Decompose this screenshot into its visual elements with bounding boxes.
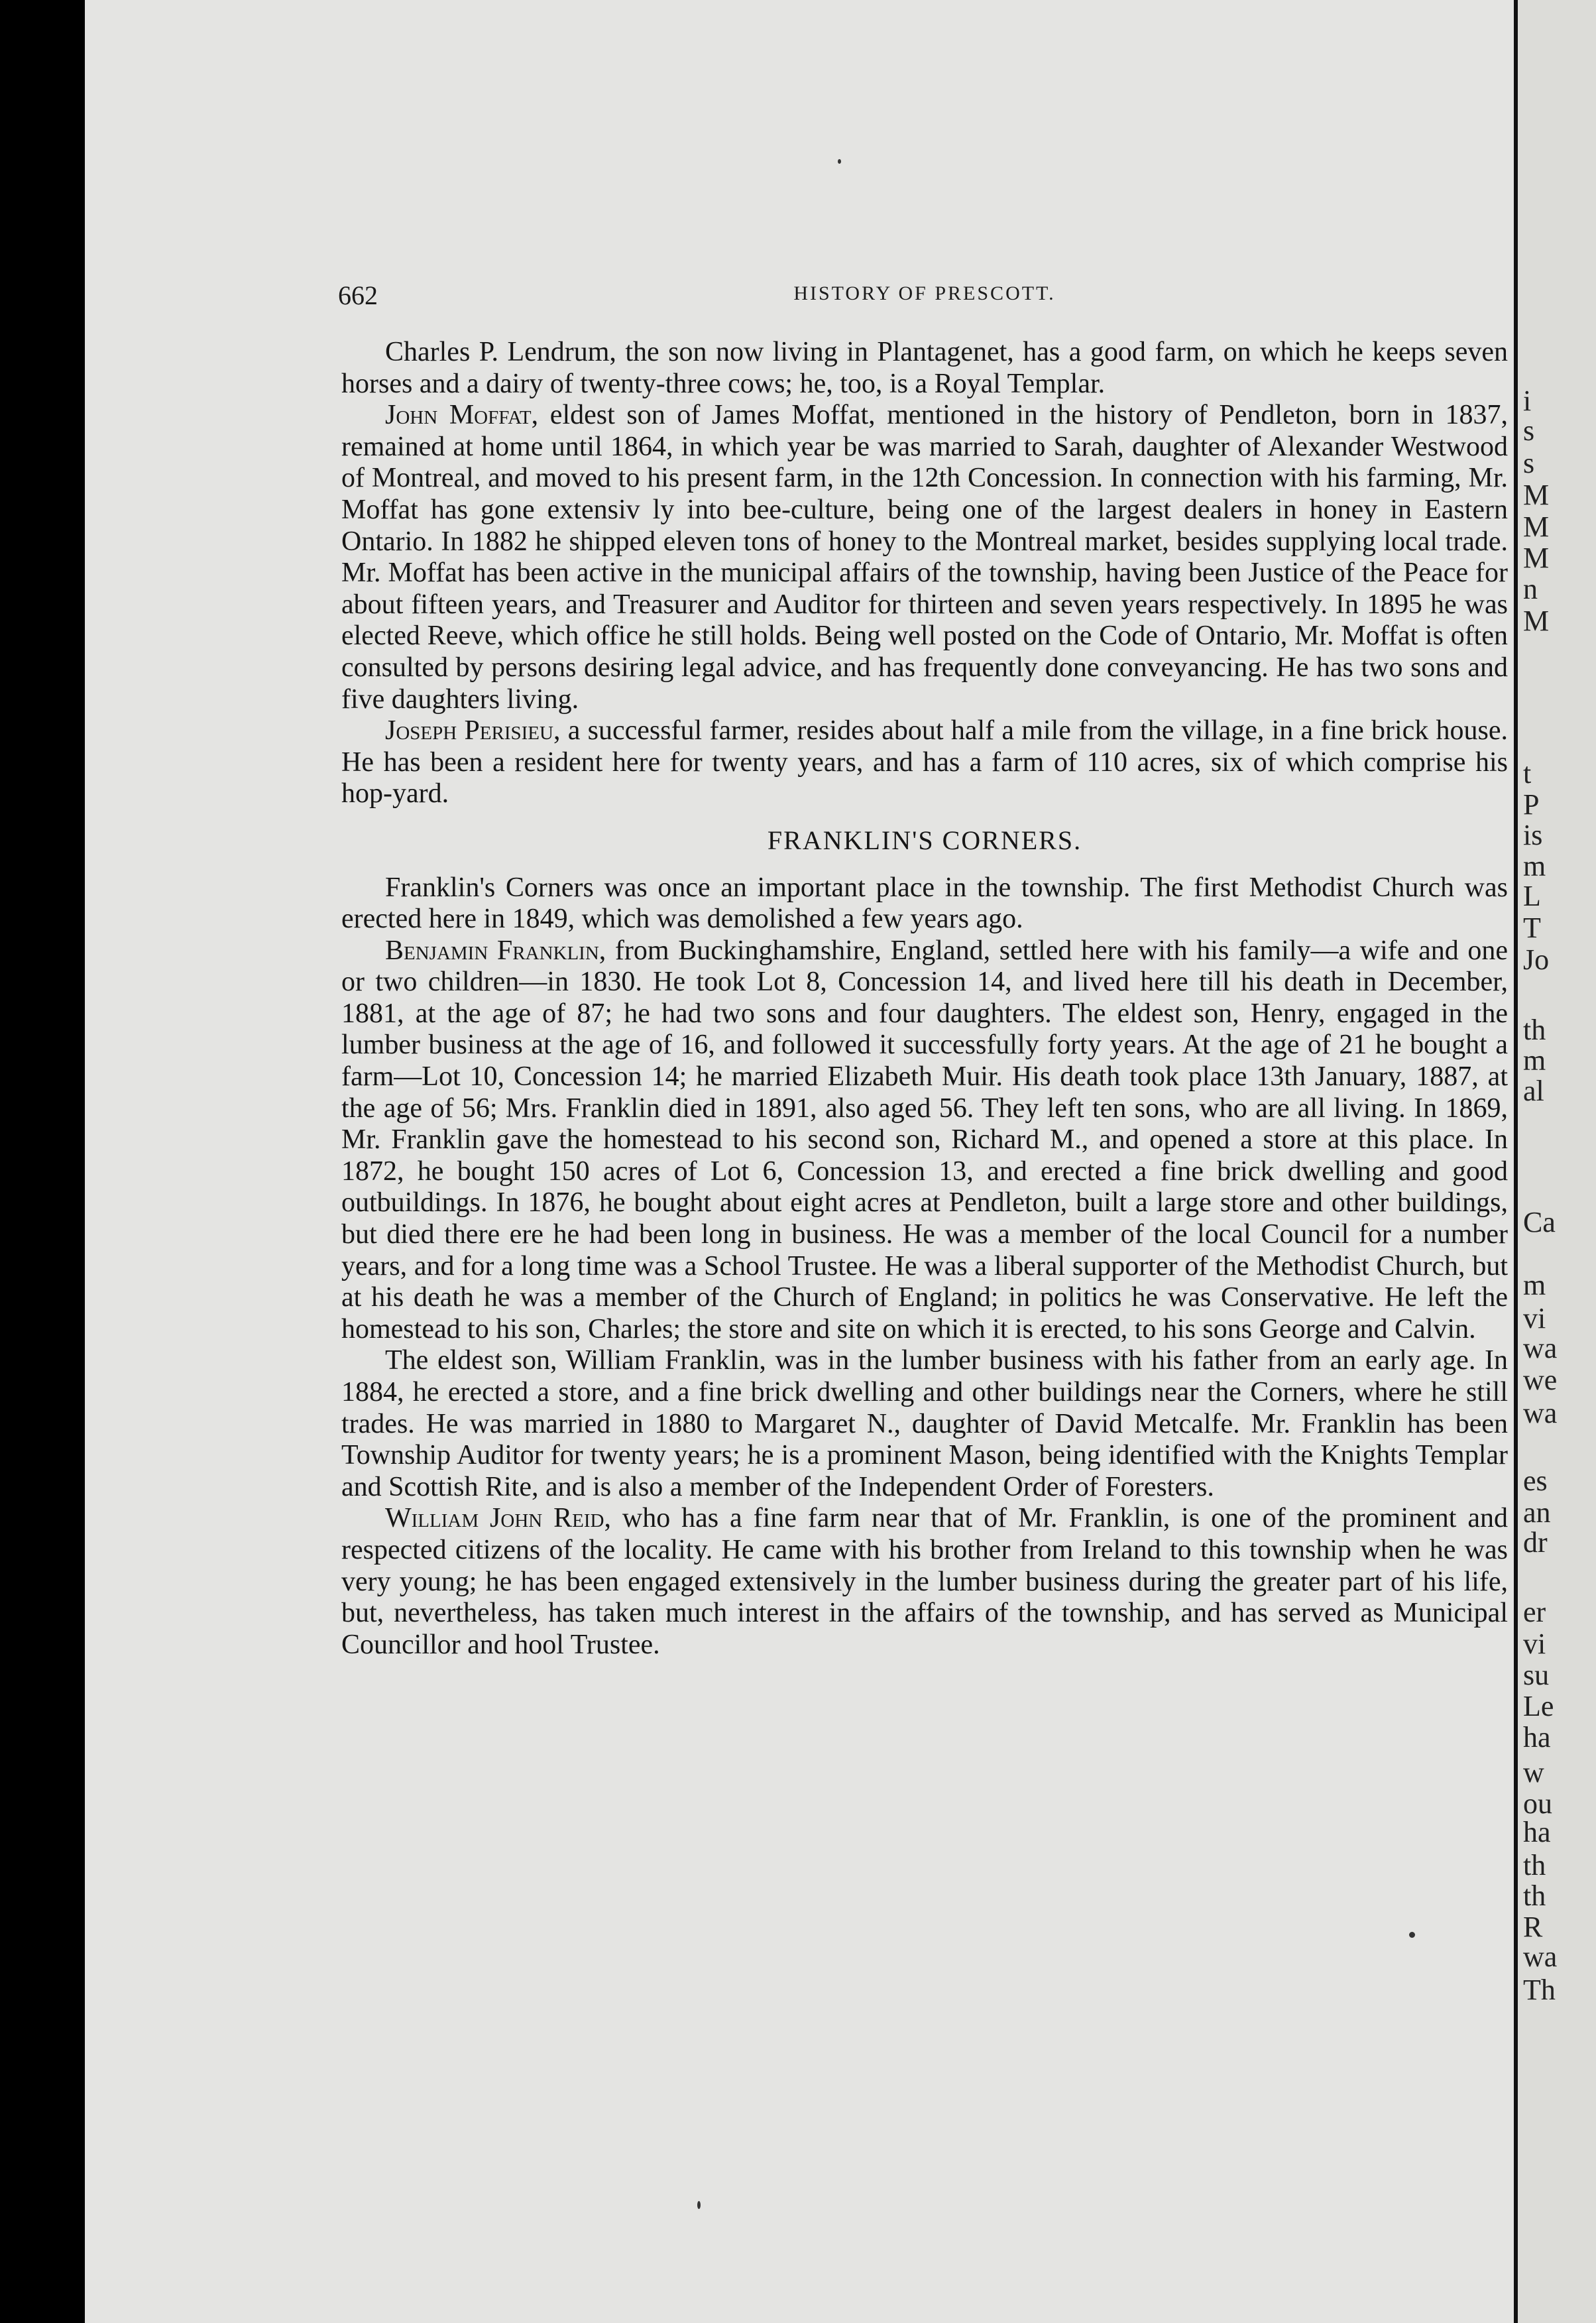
paragraph-text: eldest son of James Moffat, mentioned in the history of Pendleton, born in 1837, remained at home until 1864, in which year be was married to Sarah, daughter of Alexander Westwood of Montreal, and moved to his present farm, in the 12th Concession. In connection with his farming, Mr. Moffat has gone extensiv ly into bee-culture, being one of the largest dealers in honey in Eastern Ontario. In 1882 he shipped eleven tons of honey to the Montreal market, besides supplying local trade. Mr. Moffat has been active in the municipal affairs of the township, having been Justice of the Peace for about fifteen years, and Treasurer and Auditor for thirteen and seven years respectively. In 1895 he was elected Reeve, which office he still holds. Being well posted on the Code of Ontario, Mr. Moffat is often consulted by persons desiring legal advice, and has frequently done conveyancing. He has two sons and five daughters living.: [341, 400, 1508, 715]
adjacent-page-fragment: dr: [1523, 1526, 1548, 1559]
adjacent-page-fragment: th: [1523, 1849, 1546, 1881]
page-body: [341, 337, 1508, 1661]
adjacent-page-edge: [1514, 0, 1596, 2323]
adjacent-page-fragment: Le: [1523, 1690, 1554, 1722]
adjacent-page-fragment: ha: [1523, 1721, 1551, 1754]
adjacent-page-fragment: th: [1523, 1014, 1546, 1046]
adjacent-page-fragment: Jo: [1523, 943, 1550, 976]
paragraph-lead: Joseph Perisieu,: [385, 715, 561, 746]
adjacent-page-fragment: wa: [1523, 1397, 1558, 1429]
paragraph-lendrum: [341, 337, 1508, 400]
paragraph-moffat: [341, 400, 1508, 715]
adjacent-page-fragment: Ca: [1523, 1206, 1556, 1238]
paragraph-lead: William John Reid,: [385, 1503, 611, 1534]
paragraph-lead: John Moffat,: [385, 400, 539, 431]
adjacent-page-fragment: s: [1523, 414, 1535, 447]
adjacent-page-fragment: M: [1523, 479, 1550, 511]
adjacent-page-fragment: m: [1523, 1269, 1546, 1301]
adjacent-page-fragment: wa: [1523, 1940, 1558, 1973]
adjacent-page-fragment: su: [1523, 1659, 1550, 1691]
adjacent-page-fragment: m: [1523, 1044, 1546, 1077]
adjacent-page-fragment: t: [1523, 757, 1532, 790]
paragraph-william-john-reid: [341, 1503, 1508, 1661]
paragraph-text: a successful farmer, resides about half a mile from the village, in a fine brick house. He has been a resident here for twenty years, and has a farm of 110 acres, six of which comprise his hop-yard.: [341, 715, 1508, 809]
adjacent-page-fragment: M: [1523, 510, 1550, 543]
adjacent-page-fragment: Th: [1523, 1974, 1556, 2006]
paragraph-text: Franklin's Corners was once an important place in the township. The first Methodist Church was erected here in 1849, which was demolished a few years ago.: [341, 872, 1508, 935]
ink-speck: [697, 2201, 701, 2209]
page-header: [338, 280, 1518, 313]
adjacent-page-fragment: M: [1523, 605, 1550, 637]
adjacent-page-fragment: L: [1523, 880, 1541, 912]
adjacent-page-fragment: vi: [1523, 1302, 1546, 1335]
adjacent-page-fragment: al: [1523, 1075, 1544, 1107]
adjacent-page-fragment: T: [1523, 912, 1541, 944]
adjacent-page-fragment: w: [1523, 1756, 1544, 1789]
paragraph-franklins-corners: [341, 872, 1508, 935]
ink-speck: [1409, 1932, 1415, 1938]
paragraph-text: The eldest son, William Franklin, was in the lumber business with his father from an early age. In 1884, he erected a store, and a fine brick dwelling and other buildings near the Corners, where he still trades. He was married in 1880 to Margaret N., daughter of David Metcalfe. Mr. Franklin has been Township Auditor for twenty years; he is a prominent Mason, being identified with the Knights Templar and Scottish Rite, and is also a member of the Independent Order of Foresters.: [341, 1345, 1508, 1502]
adjacent-page-fragment: an: [1523, 1496, 1551, 1529]
paragraph-lead: Benjamin Franklin,: [385, 935, 606, 966]
adjacent-page-fragment: vi: [1523, 1628, 1546, 1660]
adjacent-page-fragment: i: [1523, 385, 1532, 417]
ink-speck: [838, 159, 841, 164]
adjacent-page-fragment: s: [1523, 447, 1535, 479]
adjacent-page-fragment: P: [1523, 788, 1540, 821]
adjacent-page-fragment: ha: [1523, 1816, 1551, 1848]
adjacent-page-fragment: n: [1523, 573, 1538, 605]
running-title: HISTORY OF PRESCOTT.: [793, 282, 1056, 304]
paragraph-text: who has a fine farm near that of Mr. Franklin, is one of the prominent and respected citizens of the locality. He came with his brother from Ireland to this township when he was very young; he has been engaged extensively in the lumber business during the greater part of his life, but, nevertheless, has taken much interest in the affairs of the township, and has served as Municipal Councillor and hool Trustee.: [341, 1503, 1508, 1660]
section-heading: FRANKLIN'S CORNERS.: [767, 825, 1082, 855]
adjacent-page-fragment: R: [1523, 1911, 1543, 1943]
paragraph-benjamin-franklin: [341, 935, 1508, 1346]
adjacent-page-fragment: is: [1523, 819, 1543, 851]
adjacent-page-fragment: er: [1523, 1596, 1546, 1628]
adjacent-page-fragment: es: [1523, 1464, 1548, 1497]
adjacent-page-fragment: we: [1523, 1364, 1558, 1396]
adjacent-page-fragment: m: [1523, 850, 1546, 882]
adjacent-page-fragment: th: [1523, 1879, 1546, 1912]
page-number: 662: [338, 280, 378, 310]
adjacent-page-fragment: M: [1523, 542, 1550, 574]
adjacent-page-fragment: wa: [1523, 1332, 1558, 1364]
paragraph-text: from Buckinghamshire, England, settled here with his family—a wife and one or two children—in 1830. He took Lot 8, Concession 14, and lived here till his death in December, 1881, at the age of 87; he had two sons and four daughters. The eldest son, Henry, engaged in the lumber business at the age of 16, and followed it successfully forty years. At the age of 21 he bought a farm—Lot 10, Concession 14; he married Elizabeth Muir. His death took place 13th January, 1887, at the age of 56; Mrs. Franklin died in 1891, also aged 56. They left ten sons, who are all living. In 1869, Mr. Franklin gave the homestead to his second son, Richard M., and opened a store at this place. In 1872, he bought 150 acres of Lot 6, Concession 13, and erected a fine brick dwelling and good outbuildings. In 1876, he bought about eight acres at Pendleton, built a large store and other buildings, but died there ere he had been long in business. He was a member of the local Council for a number years, and for a long time was a School Trustee. He was a liberal supporter of the Methodist Church, but at his death he was a member of the Church of England; in politics he was Conservative. He left the homestead to his son, Charles; the store and site on which it is erected, to his sons George and Calvin.: [341, 935, 1508, 1344]
adjacent-page-fragment: ou: [1523, 1787, 1552, 1820]
paragraph-perisieu: [341, 715, 1508, 810]
paragraph-text: Charles P. Lendrum, the son now living in Plantagenet, has a good farm, on which he keeps seven horses and a dairy of twenty-three cows; he, too, is a Royal Templar.: [341, 337, 1508, 399]
paragraph-william-franklin: [341, 1345, 1508, 1503]
